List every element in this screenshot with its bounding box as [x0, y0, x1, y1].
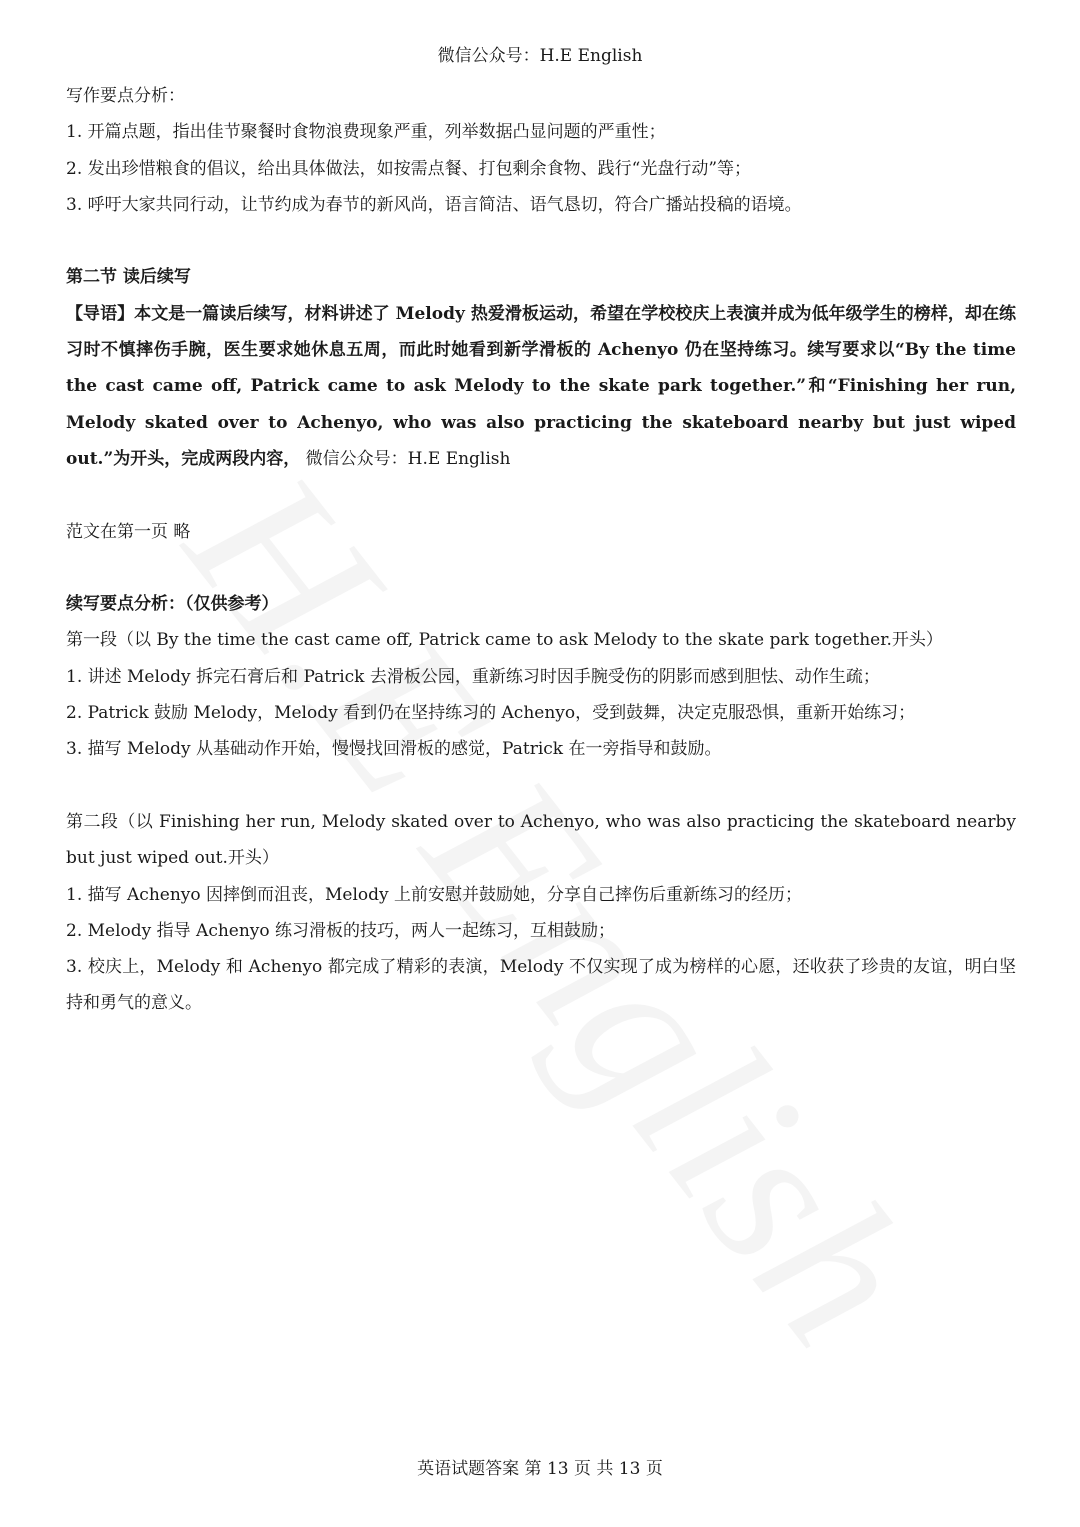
para2-point: 1. 描写 Achenyo 因摔倒而沮丧，Melody 上前安慰并鼓励她，分享自己摔伤后重新练习的经历；	[66, 884, 803, 905]
para2-point: 2. Melody 指导 Achenyo 练习滑板的技巧，两人一起练习，互相鼓励；	[66, 920, 616, 941]
para1-heading: 第一段（以 By the time the cast came off, Patrick came to ask Melody to the skate park together.开头）	[66, 630, 943, 651]
section-intro	[66, 296, 1016, 477]
section-intro-text: 【导语】本文是一篇读后续写，材料讲述了 Melody 热爱滑板运动，希望在学校校庆上表演并成为低年级学生的榜样，却在练习时不慎摔伤手腕，医生要求她休息五周，而此时她看到新学滑板的 Achenyo 仍在坚持练习。续写要求以“By the time the cast came off, Patrick came to ask Melody to the skate park together.”和“Finishing her run, Melody skated over to Achenyo, who was also practicing the skateboard nearby but just wiped out.”为开头，完成两段内容，	[66, 303, 1016, 469]
document-body	[66, 78, 1016, 1022]
section-title: 第二节 读后续写	[66, 267, 191, 288]
intro-wechat-tag: 微信公众号：H.E English	[300, 448, 511, 469]
para2-point: 3. 校庆上，Melody 和 Achenyo 都完成了精彩的表演，Melody 不仅实现了成为榜样的心愿，还收获了珍贵的友谊，明白坚持和勇气的意义。	[66, 957, 1016, 1014]
para1-point: 2. Patrick 鼓励 Melody，Melody 看到仍在坚持练习的 Achenyo，受到鼓舞，决定克服恐惧，重新开始练习；	[66, 703, 916, 724]
writing-point: 2. 发出珍惜粮食的倡议，给出具体做法，如按需点餐、打包剩余食物、践行“光盘行动”等；	[66, 158, 752, 179]
writing-point: 3. 呼吁大家共同行动，让节约成为春节的新风尚，语言简洁、语气恳切，符合广播站投稿的语境。	[66, 194, 802, 215]
continuation-analysis-title: 续写要点分析：（仅供参考）	[66, 594, 279, 615]
para1-point: 1. 讲述 Melody 拆完石膏后和 Patrick 去滑板公园，重新练习时因手腕受伤的阴影而感到胆怯、动作生疏；	[66, 666, 880, 687]
para2-heading: 第二段（以 Finishing her run, Melody skated over to Achenyo, who was also practicing the skateboard nearby but just wiped out.开头）	[66, 811, 1016, 869]
sample-note: 范文在第一页 略	[66, 521, 191, 542]
writing-analysis-title: 写作要点分析：	[66, 86, 185, 106]
page-footer: 英语试题答案 第 13 页 共 13 页	[417, 1459, 663, 1479]
page-header: 微信公众号：H.E English	[437, 46, 643, 66]
writing-point: 1. 开篇点题，指出佳节聚餐时食物浪费现象严重，列举数据凸显问题的严重性；	[66, 122, 666, 143]
para1-point: 3. 描写 Melody 从基础动作开始，慢慢找回滑板的感觉，Patrick 在一旁指导和鼓励。	[66, 739, 722, 760]
